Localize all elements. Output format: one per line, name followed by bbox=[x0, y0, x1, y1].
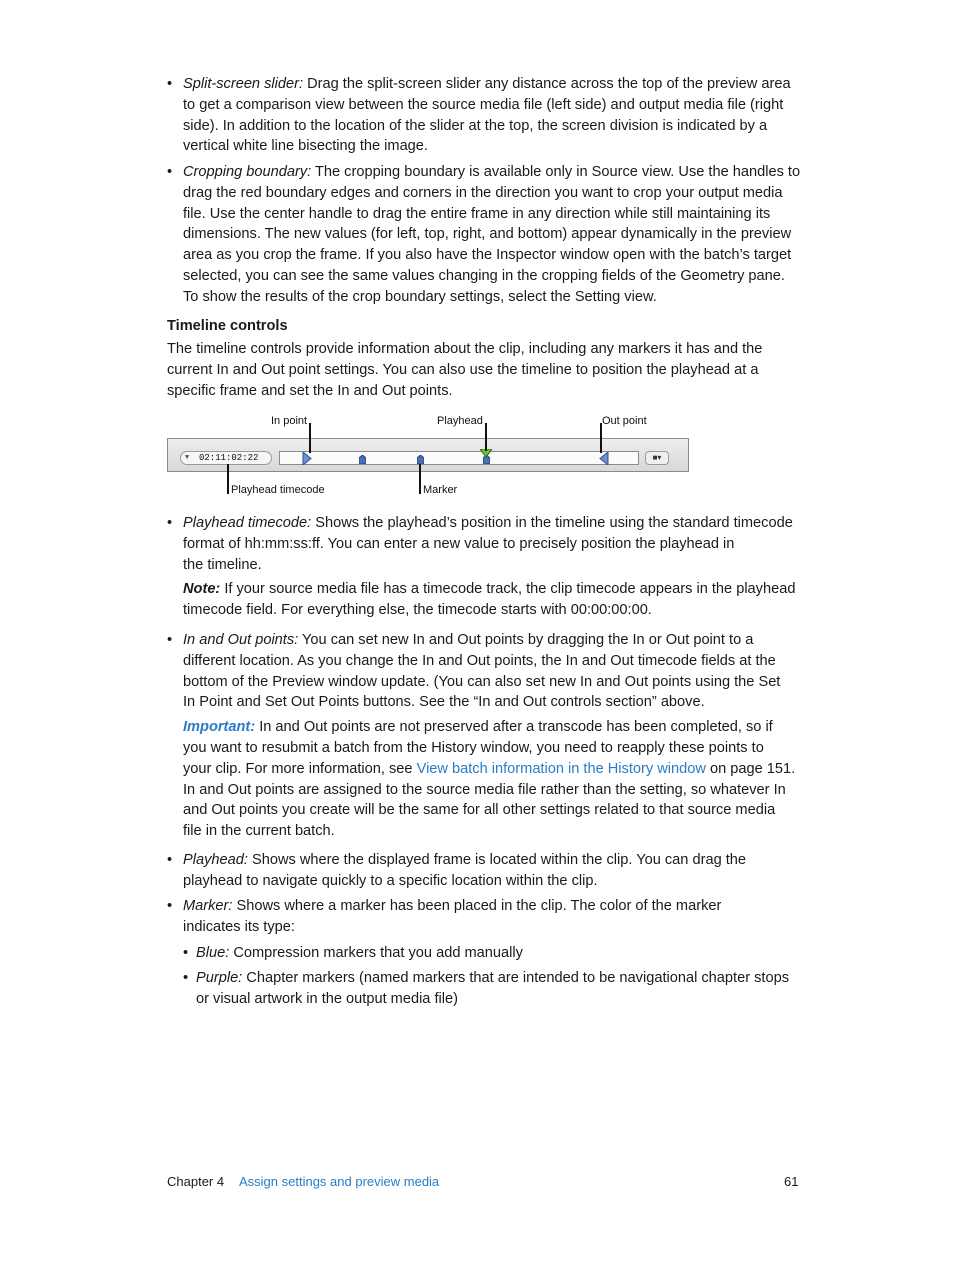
label-in-point: In point bbox=[271, 415, 308, 427]
bullet-term: Purple: bbox=[196, 970, 243, 986]
bullet-marker: • Marker: Shows where a marker has been placed in the clip. The color of the marker indicates its type: bbox=[167, 898, 722, 935]
bullet-dot: • bbox=[167, 515, 173, 531]
out-point-icon[interactable] bbox=[599, 452, 609, 465]
bullet-dot: • bbox=[167, 852, 173, 868]
timeline-track[interactable] bbox=[279, 451, 639, 465]
leader-line-in-point bbox=[309, 423, 311, 453]
bullet-dot: • bbox=[167, 898, 173, 914]
bullet-dot: • bbox=[183, 970, 189, 986]
timeline-options-menu[interactable] bbox=[645, 451, 669, 465]
note: Note: If your source media file has a timecode track, the clip timecode appears in the playhead timecode field. For everything else, the timecode starts with 00:00:00:00. bbox=[183, 581, 796, 619]
bullet-term: Blue: bbox=[196, 945, 230, 961]
bullet-term: Playhead timecode: bbox=[183, 515, 312, 531]
leader-line-timecode bbox=[227, 464, 229, 494]
sub-bullet-purple: • Purple: Chapter markers (named markers that are intended to be navigational chapter stops or visual artwork in the output media file) bbox=[183, 970, 789, 1007]
bullet-split-screen-slider: • Split-screen slider: Drag the split-screen slider any distance across the top of the preview area to get a comparison view between the source media file (left side) and output media file (right side). In addition to the location of the slider at the top, the screen division is indicated by a vertical white line bisecting the image. bbox=[167, 76, 791, 155]
in-point-icon[interactable] bbox=[302, 452, 312, 465]
bullet-term: Split-screen slider: bbox=[183, 76, 304, 92]
label-playhead-timecode: Playhead timecode bbox=[231, 484, 325, 496]
section-intro: The timeline controls provide information about the clip, including any markers it has and the current In and Out point settings. You can also use the timeline to position the playhead at a specific frame and set the In and Out points. bbox=[167, 341, 763, 399]
label-playhead: Playhead bbox=[437, 415, 483, 427]
bullet-dot: • bbox=[167, 76, 173, 92]
bullet-playhead-timecode: • Playhead timecode: Shows the playhead’s position in the timeline using the standard timecode format of hh:mm:ss:ff. You can enter a new value to precisely position the playhead in the timeline. Note: If your source media file has a timecode track, the clip timecode appears in the playhead timecode field. For everything else, the timecode starts with 00:00:00:00. bbox=[167, 513, 807, 621]
bullet-term: Playhead: bbox=[183, 852, 248, 868]
footer-chapter-title[interactable]: Assign settings and preview media bbox=[239, 1174, 440, 1189]
marker-icon[interactable] bbox=[359, 455, 366, 464]
leader-line-out-point bbox=[600, 423, 602, 453]
leader-line-playhead bbox=[485, 423, 487, 451]
bullet-dot: • bbox=[183, 945, 189, 961]
leader-line-marker bbox=[419, 464, 421, 494]
marker-icon[interactable] bbox=[417, 455, 424, 464]
bullet-cropping-boundary: • Cropping boundary: The cropping boundary is available only in Source view. Use the handles to drag the red boundary edges and corners in the direction you want to crop your output media file. Use the center handle to drag the entire frame in any direction while still maintaining its dimensions. The new values (for left, top, right, and bottom) appear dynamically in the preview area as you crop the frame. If you also have the Inspector window open with the batch’s target selected, you can see the same values changing in the cropping fields of the Geometry pane. To show the results of the crop boundary settings, select the Setting view. bbox=[167, 164, 801, 305]
label-marker: Marker bbox=[423, 484, 458, 496]
bullet-term: Cropping boundary: bbox=[183, 164, 312, 180]
bullet-term: In and Out points: bbox=[183, 632, 299, 648]
footer-chapter: Chapter 4 bbox=[167, 1174, 225, 1189]
label-out-point: Out point bbox=[602, 415, 647, 427]
timecode-value: 02:11:02:22 bbox=[199, 453, 259, 463]
playhead-timecode-field[interactable] bbox=[180, 451, 272, 465]
note-label: Note: bbox=[183, 581, 221, 598]
chevron-down-icon: ▾ bbox=[657, 453, 662, 462]
bullet-dot: • bbox=[167, 632, 173, 648]
bullet-in-out-points: • In and Out points: You can set new In and Out points by dragging the In or Out point to a different location. As you change the In and Out points, the In and Out timecode fields at the bottom of the Preview window update. (You can also set new In and Out points using the Set In Point and Set Out Points buttons. See the “In and Out controls section” above. Important: In and Out points are not preserved after a transcode has been completed, so if you want to resubmit a batch from the History window, you need to reapply these points to your clip. For more information, see View batch information in the History window on page 151. In and Out points are assigned to the source media file rather than the setting, so whatever In and Out points you create will be the same for all other settings related to that source media file in the current batch. bbox=[167, 630, 807, 842]
bullet-playhead: • Playhead: Shows where the displayed frame is located within the clip. You can drag the playhead to navigate quickly to a specific location within the clip. bbox=[167, 852, 747, 889]
bullet-term: Marker: bbox=[183, 898, 233, 914]
section-heading: Timeline controls bbox=[167, 318, 288, 334]
page-number: 61 bbox=[784, 1174, 799, 1189]
history-window-link[interactable]: View batch information in the History window bbox=[416, 760, 706, 777]
important-label: Important: bbox=[183, 719, 256, 736]
important-note: Important: In and Out points are not preserved after a transcode has been completed, so if you want to resubmit a batch from the History window, you need to reapply these points to your clip. For more information, see View batch information in the History window on page 151. In and Out points are assigned to the source media file rather than the setting, so whatever In and Out points you create will be the same for all other settings related to that source media file in the current batch. bbox=[183, 719, 796, 840]
disclosure-arrow-icon: ▼ bbox=[185, 454, 190, 462]
bullet-dot: • bbox=[167, 164, 173, 180]
sub-bullet-blue: • Blue: Compression markers that you add manually bbox=[183, 943, 803, 964]
lock-icon: ■ bbox=[652, 453, 658, 462]
